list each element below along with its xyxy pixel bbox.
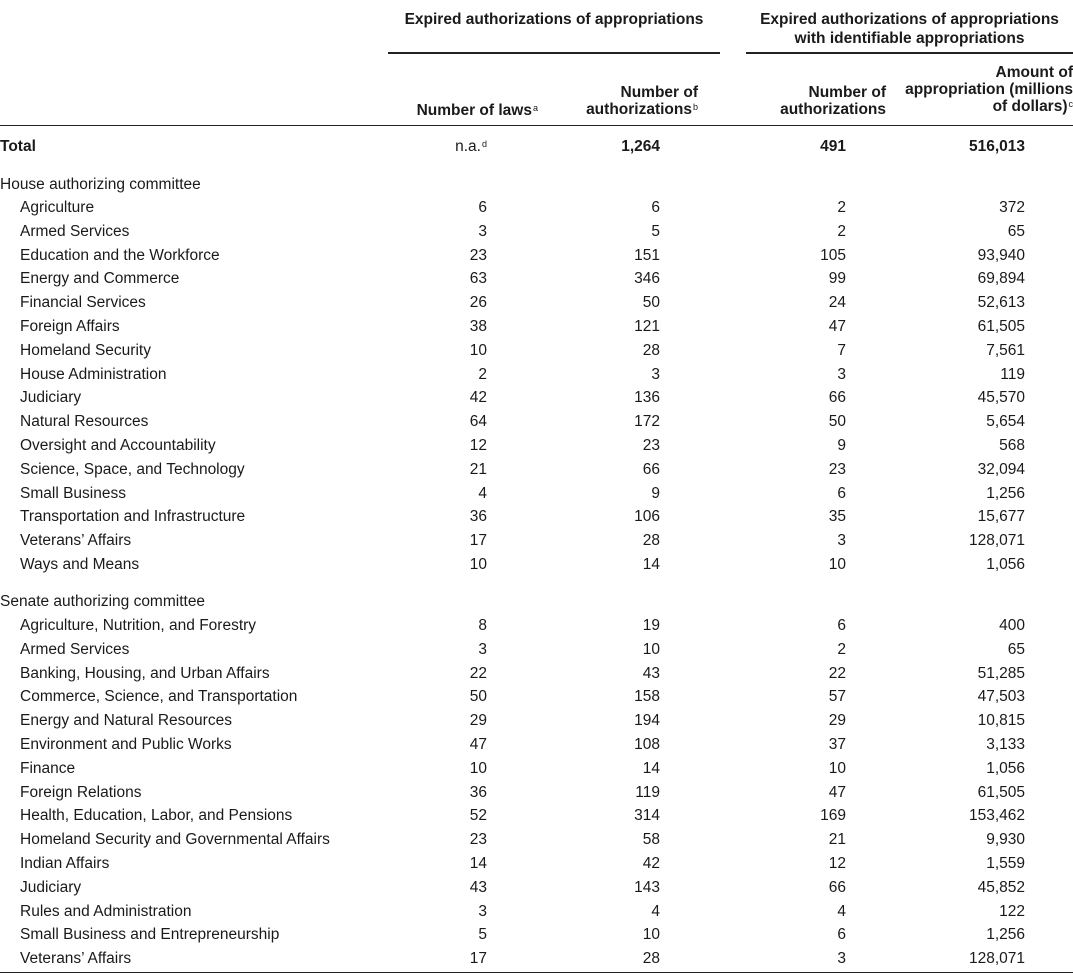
total-identifiable-authorizations: 491	[820, 138, 846, 155]
authorizations-value: 43	[642, 664, 660, 682]
authorizations-value: 121	[634, 318, 660, 335]
authorizations-value: 28	[642, 341, 660, 359]
laws-value: 14	[469, 855, 487, 872]
table-row	[0, 614, 1073, 637]
identifiable-authorizations-value: 35	[828, 508, 846, 526]
committee-name: Commerce, Science, and Transportation	[20, 688, 298, 706]
table-row	[0, 900, 1073, 923]
amount-value: 1,056	[986, 556, 1025, 573]
laws-value: 42	[469, 389, 487, 407]
column-header-amount-text: Amount of appropriation (millions of dollars)	[905, 64, 1073, 115]
laws-value: 5	[478, 926, 487, 944]
laws-value: 21	[469, 460, 487, 478]
amount-value: 128,071	[968, 532, 1025, 550]
total-laws	[388, 135, 487, 158]
committee-name: Science, Space, and Technology	[20, 460, 245, 478]
authorizations-value: 346	[634, 270, 660, 288]
identifiable-authorizations-value: 105	[820, 246, 846, 264]
laws-value: 3	[478, 902, 487, 920]
amount-value: 51,285	[977, 664, 1025, 682]
amount-value: 45,852	[977, 878, 1025, 896]
amount-value: 93,940	[977, 246, 1025, 264]
committee-name: Judiciary	[20, 878, 82, 896]
identifiable-authorizations-value: 66	[828, 389, 846, 407]
committee-name: Finance	[20, 759, 76, 777]
header-divider	[0, 125, 1073, 126]
committee-name: Veterans’ Affairs	[20, 950, 132, 968]
authorizations-value: 194	[634, 712, 660, 730]
table-row	[0, 709, 1073, 732]
house-section-label: House authorizing committee	[0, 176, 201, 193]
committee-name: Armed Services	[20, 222, 130, 240]
table-row	[0, 315, 1073, 338]
group-header-identifiable: Expired authorizations of appropriations with identifiable appropriations	[760, 11, 1059, 47]
identifiable-authorizations-value: 29	[828, 712, 846, 730]
identifiable-authorizations-value: 23	[828, 460, 846, 478]
identifiable-authorizations-value: 99	[828, 270, 846, 288]
identifiable-authorizations-value: 10	[828, 556, 846, 573]
identifiable-authorizations-value: 3	[837, 950, 846, 968]
laws-value: 17	[469, 950, 487, 968]
authorizations-value: 5	[651, 222, 660, 240]
identifiable-authorizations-value: 47	[828, 783, 846, 801]
committee-name: Homeland Security	[20, 341, 151, 359]
amount-value: 32,094	[977, 460, 1025, 478]
committee-name: Foreign Relations	[20, 783, 142, 801]
committee-name: Health, Education, Labor, and Pensions	[20, 807, 293, 825]
committee-name: Small Business	[20, 484, 126, 502]
amount-value: 153,462	[968, 807, 1025, 825]
footnote-marker-a: a	[532, 103, 538, 113]
laws-value: 50	[469, 688, 487, 706]
committee-name: Homeland Security and Governmental Affairs	[20, 831, 330, 849]
amount-value: 61,505	[977, 783, 1025, 801]
group-header-expired: Expired authorizations of appropriations	[404, 11, 704, 28]
laws-value: 26	[469, 294, 487, 312]
table-row	[0, 553, 1073, 576]
table-row	[0, 363, 1073, 386]
senate-section-header	[0, 590, 1073, 613]
total-authorizations: 1,264	[621, 138, 660, 155]
amount-value: 61,505	[977, 318, 1025, 335]
amount-value: 10,815	[977, 712, 1025, 730]
authorizations-value: 3	[651, 365, 660, 383]
laws-value: 8	[478, 617, 487, 634]
committee-name: Judiciary	[20, 389, 82, 407]
authorizations-value: 108	[634, 736, 660, 753]
amount-value: 47,503	[977, 688, 1025, 706]
total-amount: 516,013	[968, 138, 1025, 155]
amount-value: 7,561	[986, 341, 1025, 359]
authorizations-value: 42	[642, 855, 660, 872]
table-row	[0, 339, 1073, 362]
amount-value: 1,056	[986, 759, 1025, 777]
committee-name: Education and the Workforce	[20, 246, 220, 264]
laws-value: 6	[478, 199, 487, 216]
authorizations-value: 28	[642, 532, 660, 550]
identifiable-authorizations-value: 3	[837, 365, 846, 383]
committee-name: Energy and Natural Resources	[20, 712, 232, 730]
amount-value: 122	[999, 902, 1025, 920]
identifiable-authorizations-value: 2	[837, 199, 846, 216]
table-row	[0, 244, 1073, 267]
group-rule-expired	[388, 52, 720, 54]
amount-value: 65	[1007, 640, 1025, 658]
table-row	[0, 529, 1073, 552]
identifiable-authorizations-value: 22	[828, 664, 846, 682]
identifiable-authorizations-value: 2	[837, 640, 846, 658]
identifiable-authorizations-value: 9	[837, 437, 846, 454]
identifiable-authorizations-value: 7	[837, 341, 846, 359]
laws-value: 23	[469, 831, 487, 849]
column-header-laws-text: Number of laws	[416, 102, 532, 119]
identifiable-authorizations-value: 6	[837, 926, 846, 944]
committee-name: Banking, Housing, and Urban Affairs	[20, 664, 270, 682]
amount-value: 1,256	[986, 484, 1025, 502]
authorizations-value: 28	[642, 950, 660, 968]
committee-name: Agriculture, Nutrition, and Forestry	[20, 617, 257, 634]
footnote-marker-b: b	[692, 102, 698, 112]
laws-value: 4	[478, 484, 487, 502]
laws-value: 29	[469, 712, 487, 730]
authorizations-value: 10	[642, 640, 660, 658]
table-row	[0, 757, 1073, 780]
table-row	[0, 852, 1073, 875]
identifiable-authorizations-value: 3	[837, 532, 846, 550]
table-row	[0, 947, 1073, 970]
table-row	[0, 804, 1073, 827]
laws-value: 36	[469, 508, 487, 526]
table-row	[0, 781, 1073, 804]
authorizations-value: 14	[642, 556, 660, 573]
committee-name: Environment and Public Works	[20, 736, 232, 753]
identifiable-authorizations-value: 12	[828, 855, 846, 872]
authorizations-value: 151	[634, 246, 660, 264]
authorizations-value: 4	[651, 902, 660, 920]
identifiable-authorizations-value: 10	[828, 759, 846, 777]
authorizations-value: 119	[635, 783, 660, 801]
amount-value: 128,071	[968, 950, 1025, 968]
identifiable-authorizations-value: 6	[837, 484, 846, 502]
committee-name: House Administration	[20, 365, 167, 383]
authorizations-value: 23	[642, 437, 660, 454]
identifiable-authorizations-value: 50	[828, 413, 846, 431]
amount-value: 1,256	[986, 926, 1025, 944]
committee-name: Transportation and Infrastructure	[20, 508, 246, 526]
committee-name: Oversight and Accountability	[20, 437, 216, 454]
amount-value: 15,677	[977, 508, 1025, 526]
authorizations-value: 314	[634, 807, 660, 825]
laws-value: 36	[469, 783, 487, 801]
laws-value: 12	[469, 437, 487, 454]
table-row	[0, 196, 1073, 219]
authorizations-value: 158	[634, 688, 660, 706]
identifiable-authorizations-value: 6	[837, 617, 846, 634]
laws-value: 3	[478, 640, 487, 658]
laws-value: 38	[469, 318, 487, 335]
column-header-authorizations-text: Number of authorizations	[586, 84, 698, 118]
footnote-marker-c: c	[1068, 99, 1073, 109]
committee-name: Armed Services	[20, 640, 130, 658]
table-row	[0, 828, 1073, 851]
amount-value: 5,654	[986, 413, 1025, 431]
table-row	[0, 505, 1073, 528]
laws-value: 10	[469, 341, 487, 359]
laws-value: 47	[469, 736, 487, 753]
amount-value: 1,559	[986, 855, 1025, 872]
table-row	[0, 662, 1073, 685]
committee-name: Foreign Affairs	[20, 318, 120, 335]
column-header-identifiable-authorizations: Number of authorizations	[780, 84, 886, 118]
table-row	[0, 733, 1073, 756]
authorizations-value: 6	[651, 199, 660, 216]
laws-value: 43	[469, 878, 487, 896]
committee-name: Agriculture	[20, 199, 95, 216]
laws-value: 2	[478, 365, 487, 383]
identifiable-authorizations-value: 24	[828, 294, 846, 312]
amount-value: 568	[999, 437, 1025, 454]
total-label: Total	[0, 138, 36, 155]
laws-value: 64	[469, 413, 487, 431]
table-row	[0, 876, 1073, 899]
amount-value: 3,133	[986, 736, 1025, 753]
committee-name: Energy and Commerce	[20, 270, 180, 288]
identifiable-authorizations-value: 37	[828, 736, 846, 753]
amount-value: 52,613	[977, 294, 1025, 312]
table-row	[0, 386, 1073, 409]
authorizations-value: 19	[642, 617, 660, 634]
amount-value: 45,570	[977, 389, 1025, 407]
total-laws-value: n.a.	[455, 138, 481, 155]
authorizations-value: 58	[642, 831, 660, 849]
identifiable-authorizations-value: 169	[820, 807, 846, 825]
identifiable-authorizations-value: 47	[828, 318, 846, 335]
amount-value: 119	[1000, 365, 1025, 383]
authorizations-value: 106	[634, 508, 660, 526]
table-row	[0, 291, 1073, 314]
table-row	[0, 267, 1073, 290]
identifiable-authorizations-value: 4	[837, 902, 846, 920]
table-row	[0, 685, 1073, 708]
footnote-marker-d: d	[481, 139, 487, 149]
column-header-amount	[900, 64, 1073, 115]
bottom-divider	[0, 972, 1073, 973]
laws-value: 52	[469, 807, 487, 825]
laws-value: 17	[469, 532, 487, 550]
laws-value: 63	[469, 270, 487, 288]
committee-name: Natural Resources	[20, 413, 149, 431]
authorizations-value: 172	[634, 413, 660, 431]
committee-name: Rules and Administration	[20, 902, 192, 920]
table-row	[0, 482, 1073, 505]
authorizations-value: 14	[642, 759, 660, 777]
total-row	[0, 135, 1073, 158]
identifiable-authorizations-value: 66	[828, 878, 846, 896]
table-row	[0, 458, 1073, 481]
authorizations-value: 66	[642, 460, 660, 478]
group-rule-identifiable	[746, 52, 1073, 54]
amount-value: 65	[1007, 222, 1025, 240]
table-row	[0, 434, 1073, 457]
table-row	[0, 923, 1073, 946]
authorizations-value: 9	[651, 484, 660, 502]
house-section-header	[0, 173, 1073, 196]
committee-name: Ways and Means	[20, 556, 140, 573]
laws-value: 10	[469, 759, 487, 777]
laws-value: 10	[469, 556, 487, 573]
committee-name: Small Business and Entrepreneurship	[20, 926, 280, 944]
column-header-authorizations	[540, 84, 698, 118]
authorizations-value: 143	[634, 878, 660, 896]
senate-section-label: Senate authorizing committee	[0, 593, 206, 610]
authorizations-value: 10	[642, 926, 660, 944]
laws-value: 22	[469, 664, 487, 682]
identifiable-authorizations-value: 21	[828, 831, 846, 849]
amount-value: 400	[999, 617, 1025, 634]
amount-value: 372	[999, 199, 1025, 216]
laws-value: 23	[469, 246, 487, 264]
column-header-laws	[388, 102, 538, 119]
committee-name: Veterans’ Affairs	[20, 532, 132, 550]
authorizations-value: 136	[634, 389, 660, 407]
amount-value: 69,894	[977, 270, 1025, 288]
committee-name: Indian Affairs	[20, 855, 110, 872]
table-row	[0, 638, 1073, 661]
identifiable-authorizations-value: 2	[837, 222, 846, 240]
amount-value: 9,930	[986, 831, 1025, 849]
authorizations-value: 50	[642, 294, 660, 312]
table-row	[0, 220, 1073, 243]
identifiable-authorizations-value: 57	[828, 688, 846, 706]
committee-name: Financial Services	[20, 294, 146, 312]
table-row	[0, 410, 1073, 433]
laws-value: 3	[478, 222, 487, 240]
